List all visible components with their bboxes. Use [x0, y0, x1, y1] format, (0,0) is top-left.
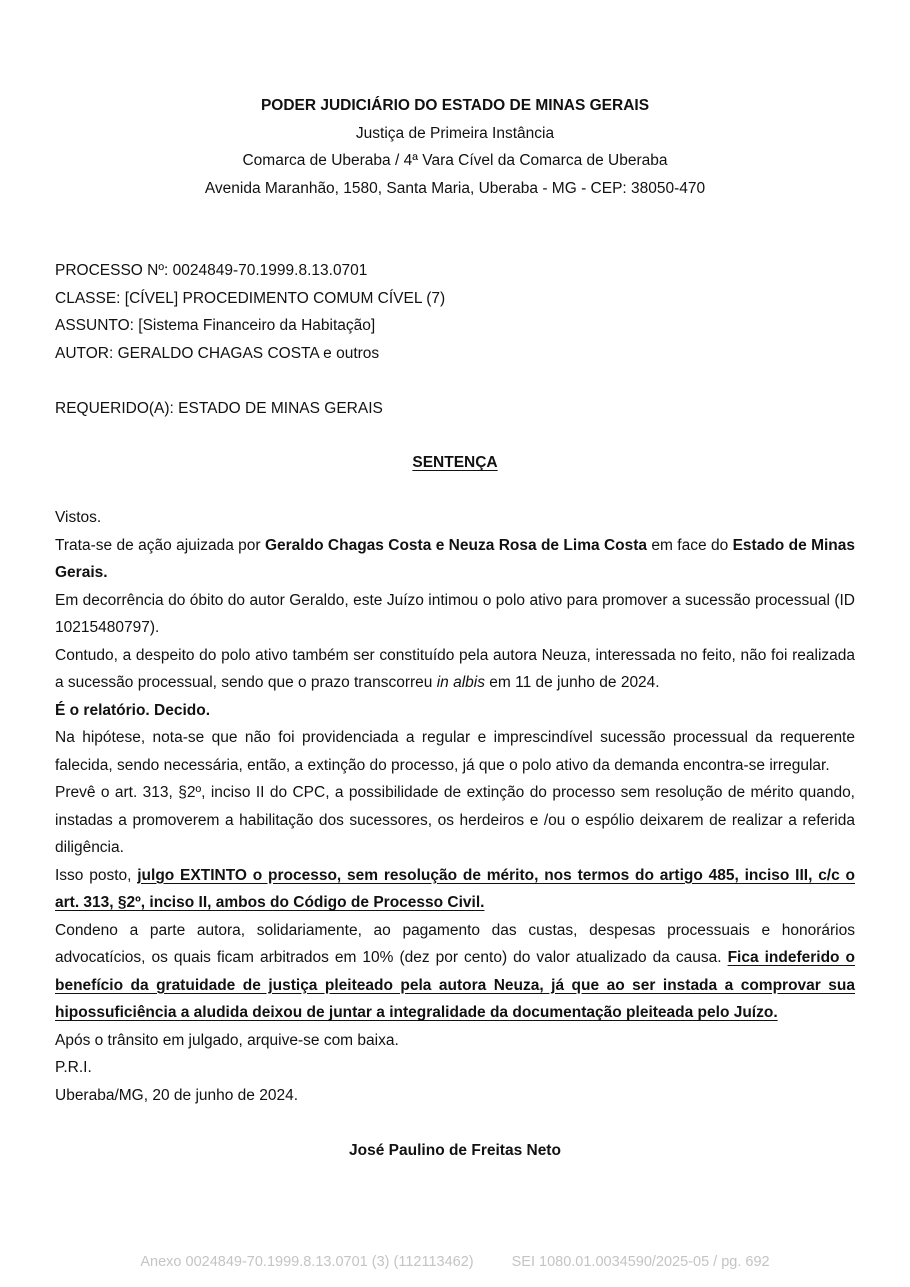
page-footer [0, 1254, 910, 1270]
gratuity-denied-text: Fica indeferido o benefício da gratuidade de justiça pleiteado pela autora Neuza, já que ao ser instada a comprovar sua hipossuficiência a aludida deixou de juntar a integralidade da documentação pleiteada pelo Juízo. [55, 949, 855, 1021]
paragraph-legal-basis: Prevê o art. 313, §2º, inciso II do CPC, a possibilidade de extinção do processo sem resolução de mérito quando, instadas a promoverem a habilitação dos sucessores, os herdeiros e /ou o espólio deixarem de realizar a referida diligência. [55, 784, 855, 856]
spacer [55, 367, 855, 395]
title-text: SENTENÇA [412, 454, 498, 471]
case-class: CLASSE: [CÍVEL] PROCEDIMENTO COMUM CÍVEL (7) [55, 289, 446, 307]
paragraph-death: Em decorrência do óbito do autor Geraldo, este Juízo intimou o polo ativo para promover a sucessão processual (ID 10215480797). [55, 591, 855, 636]
ruling-text: julgo EXTINTO o processo, sem resolução de mérito, nos termos do artigo 485, inciso III, c/c o art. 313, §2º, inciso II, ambos do Código de Processo Civil. [55, 866, 855, 911]
paragraph-ruling: Isso posto, julgo EXTINTO o processo, sem resolução de mérito, nos termos do artigo 485, inciso III, c/c o art. 313, §2º, inciso II, ambos do Código de Processo Civil. [55, 866, 855, 911]
sei-reference: SEI 1080.01.0034590/2025-05 / pg. 692 [511, 1254, 770, 1270]
plaintiffs-names: Geraldo Chagas Costa e Neuza Rosa de Lima Costa [264, 536, 648, 554]
document-page [55, 0, 855, 1164]
paragraph-report: É o relatório. Decido. [55, 701, 211, 719]
sentence-body [55, 504, 855, 1109]
paragraph-date: Uberaba/MG, 20 de junho de 2024. [55, 1086, 299, 1104]
defendant-name: Estado de Minas Gerais. [55, 536, 856, 581]
in-albis: in albis [436, 674, 485, 691]
court-district: Comarca de Uberaba / 4ª Vara Cível da Comarca de Uberaba [242, 152, 668, 169]
court-address: Avenida Maranhão, 1580, Santa Maria, Uberaba - MG - CEP: 38050-470 [204, 179, 706, 197]
case-details [55, 257, 855, 422]
paragraph-vistos: Vistos. [55, 509, 102, 526]
paragraph-pri: P.R.I. [55, 1059, 92, 1076]
paragraph-action: Trata-se de ação ajuizada por Geraldo Chagas Costa e Neuza Rosa de Lima Costa em face do Estado de Minas Gerais. [55, 536, 856, 581]
document-title [55, 449, 855, 477]
case-subject: ASSUNTO: [Sistema Financeiro da Habitação] [55, 317, 376, 334]
paragraph-hypothesis: Na hipótese, nota-se que não foi providenciada a regular e imprescindível sucessão processual da requerente falecida, sendo necessária, então, a extinção do processo, já que o polo ativo da demanda encontra-se irregular. [55, 729, 855, 774]
court-instance: Justiça de Primeira Instância [355, 124, 555, 142]
document-header [55, 92, 855, 202]
court-name: PODER JUDICIÁRIO DO ESTADO DE MINAS GERAIS [260, 97, 650, 114]
paragraph-archive: Após o trânsito em julgado, arquive-se com baixa. [55, 1031, 399, 1049]
judge-signature: José Paulino de Freitas Neto [349, 1141, 561, 1159]
process-number: PROCESSO Nº: 0024849-70.1999.8.13.0701 [55, 262, 368, 279]
case-defendant: REQUERIDO(A): ESTADO DE MINAS GERAIS [55, 399, 383, 417]
paragraph-succession: Contudo, a despeito do polo ativo também ser constituído pela autora Neuza, interessada no feito, não foi realizada a sucessão processual, sendo que o prazo transcorreu in albis em 11 de junho de 2024. [55, 646, 855, 691]
paragraph-costs: Condeno a parte autora, solidariamente, ao pagamento das custas, despesas processuais e honorários advocatícios, os quais ficam arbitrados em 10% (dez por cento) do valor atualizado da causa. Fica indeferido o benefício da gratuidade de justiça pleiteado pela autora Neuza, já que ao ser instada a comprovar sua hipossuficiência a aludida deixou de juntar a integralidade da documentação pleiteada pelo Juízo. [55, 921, 855, 1021]
annex-reference: Anexo 0024849-70.1999.8.13.0701 (3) (112113462) [140, 1254, 474, 1270]
case-author: AUTOR: GERALDO CHAGAS COSTA e outros [55, 344, 380, 362]
